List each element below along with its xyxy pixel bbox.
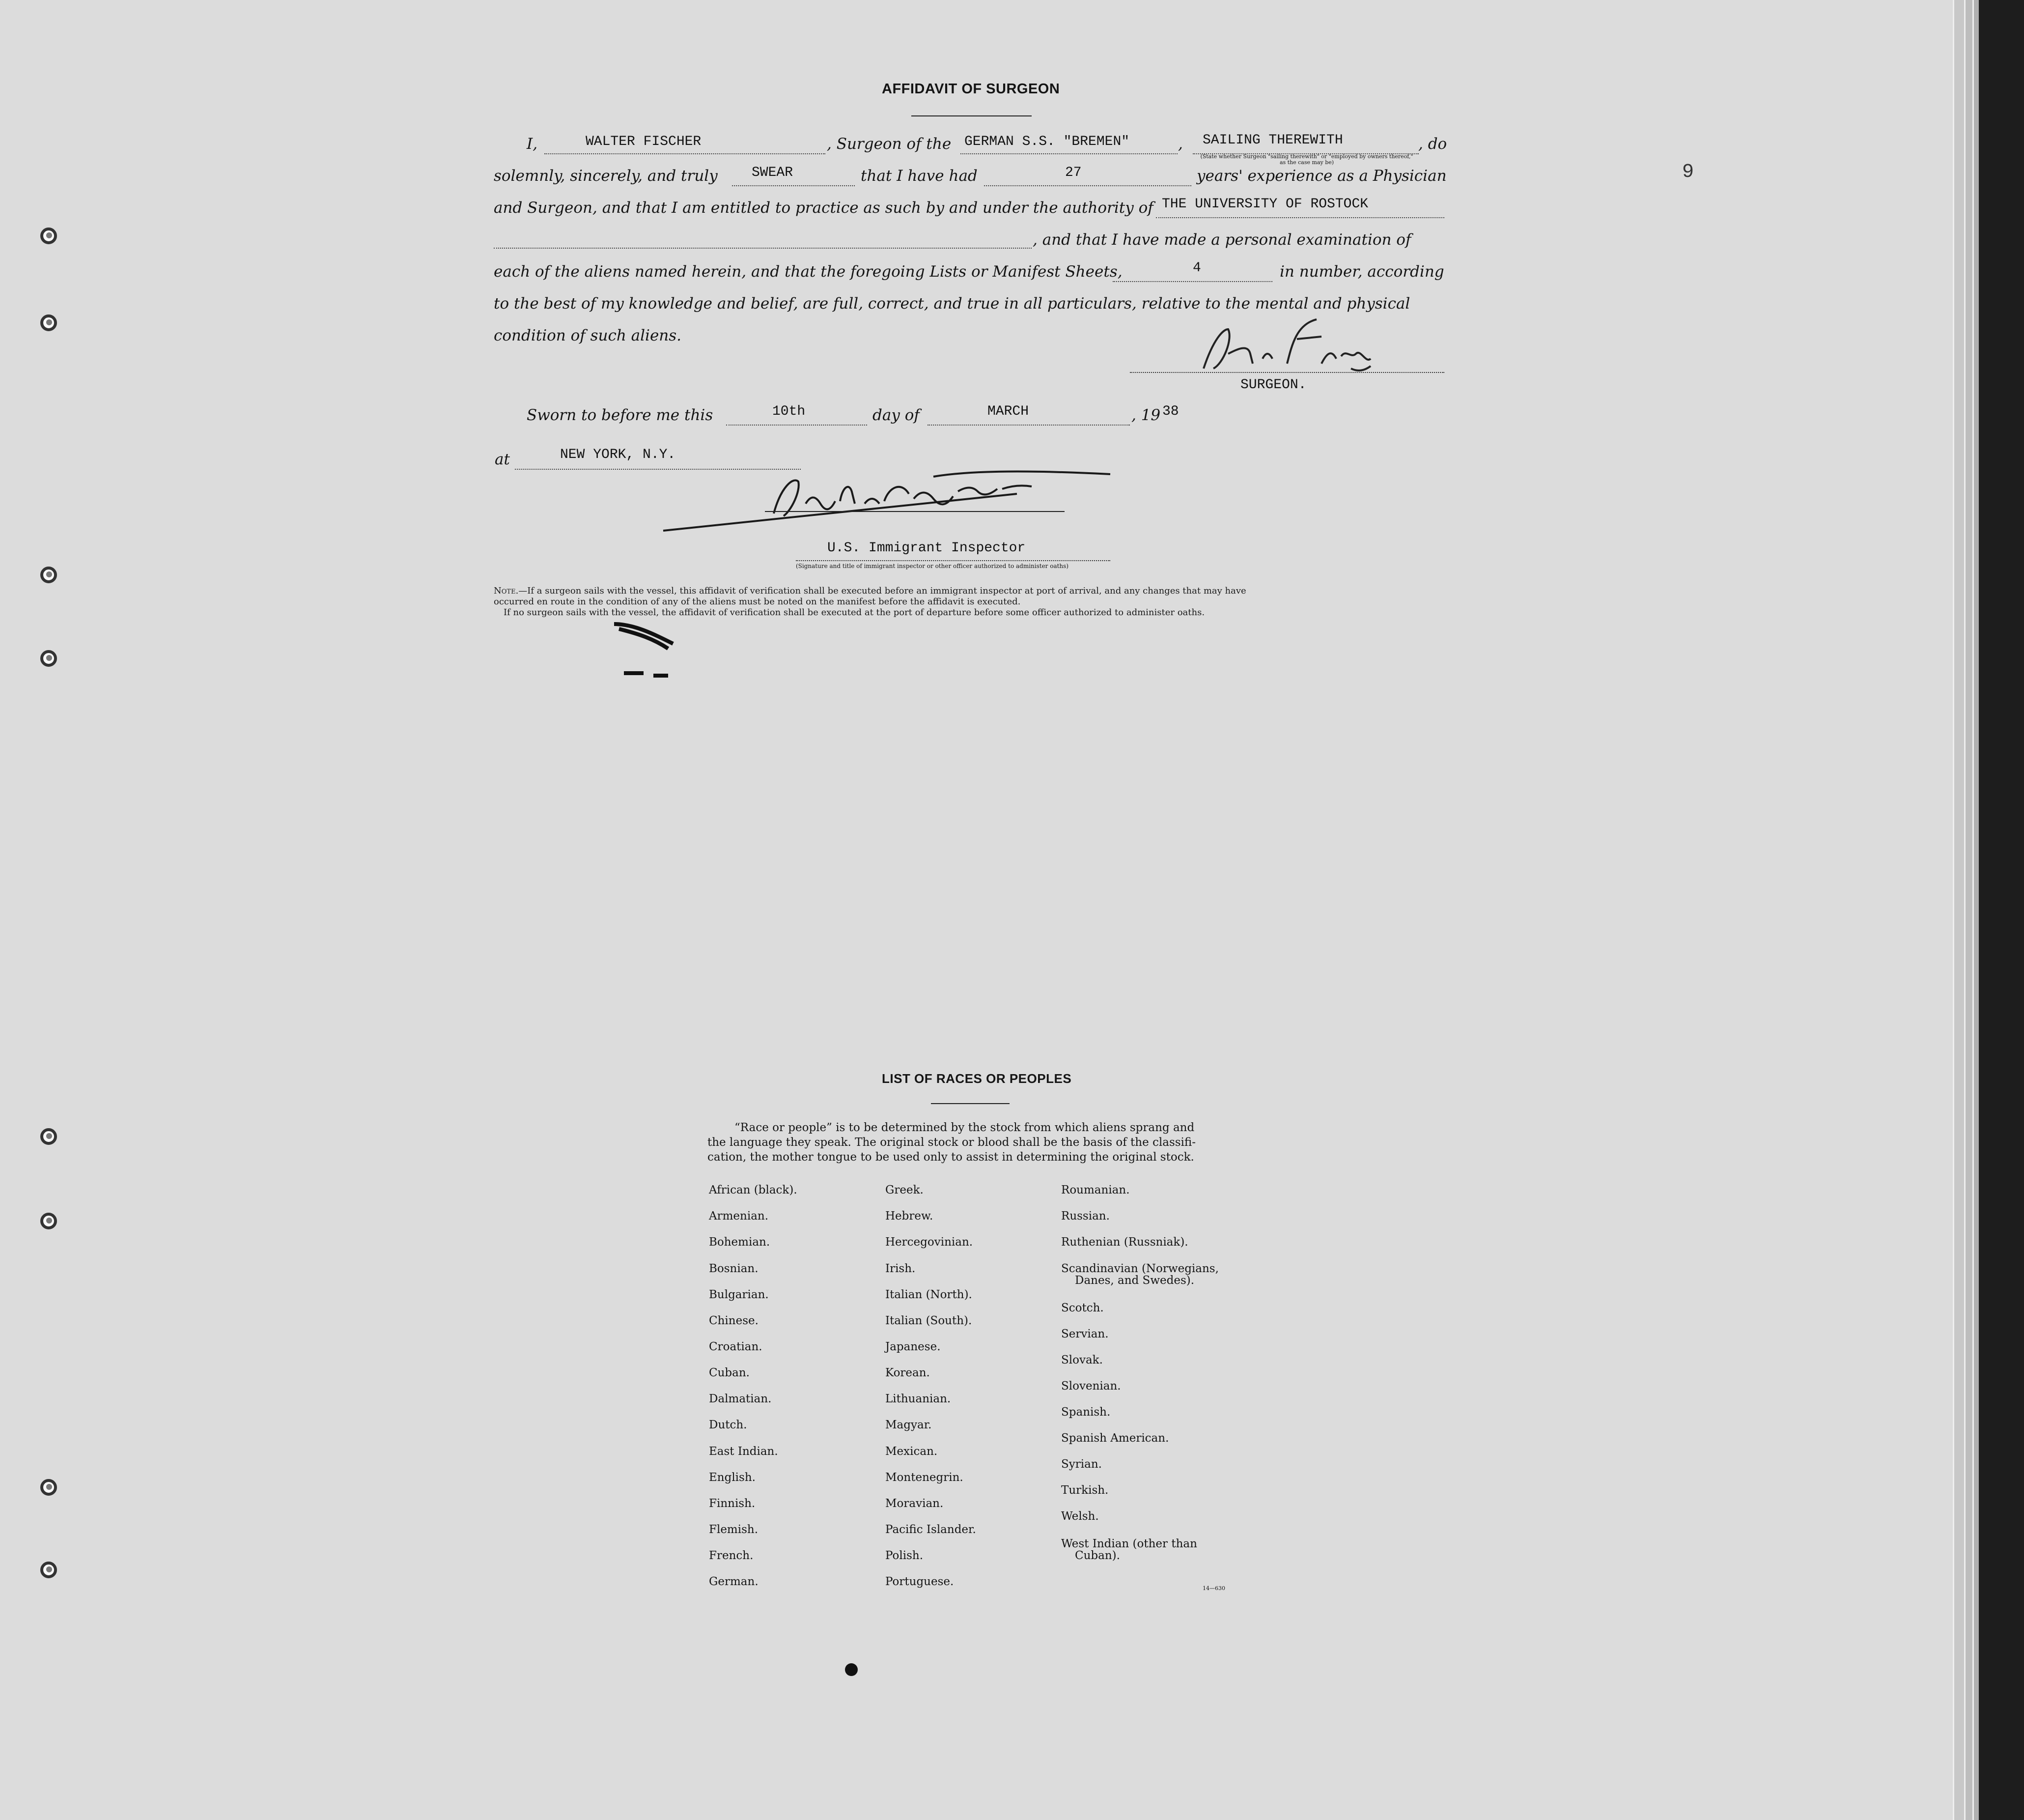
- line2-text-b: that I have had: [861, 167, 978, 185]
- title-rule: [911, 115, 1032, 116]
- binder-hole: [40, 1213, 57, 1229]
- race-item: Bohemian.: [709, 1236, 770, 1249]
- race-item: Spanish.: [1061, 1406, 1111, 1419]
- race-item: Italian (North).: [885, 1288, 972, 1301]
- ink-dot: [845, 1663, 858, 1676]
- day-value: 10th: [772, 404, 806, 419]
- month-value: MARCH: [987, 404, 1029, 419]
- race-item: Croatian.: [709, 1340, 762, 1353]
- years-field: [984, 169, 1191, 186]
- race-item: Mexican.: [885, 1445, 938, 1458]
- races-intro-line2: the language they speak. The original stock or blood shall be the basis of the classifi-: [707, 1136, 1196, 1149]
- oath-field: [732, 169, 855, 186]
- races-intro-line1: “Race or people” is to be determined by the stock from which aliens sprang and: [734, 1121, 1195, 1134]
- place-value: NEW YORK, N.Y.: [560, 447, 676, 462]
- line5-text-a: each of the aliens named herein, and that the foregoing Lists or Manifest Sheets,: [494, 263, 1123, 281]
- sheets-value: 4: [1193, 260, 1201, 276]
- inspector-signature: [658, 467, 1120, 536]
- race-item: Spanish American.: [1061, 1432, 1169, 1445]
- race-item: German.: [709, 1575, 759, 1588]
- note-line2: occurred en route in the condition of any of the aliens must be noted on the manifest before the affidavit is executed.: [494, 597, 1021, 607]
- ink-smudge: [604, 614, 683, 683]
- sworn-text-b: day of: [872, 406, 920, 424]
- affidavit-note: [494, 586, 1444, 618]
- race-item: Greek.: [885, 1184, 924, 1196]
- race-item: Slovenian.: [1061, 1380, 1121, 1393]
- line5-text-b: in number, according: [1280, 263, 1444, 281]
- binder-hole: [40, 228, 57, 244]
- years-value: 27: [1065, 165, 1082, 180]
- at-text: at: [495, 451, 510, 468]
- race-item: Welsh.: [1061, 1510, 1099, 1523]
- line7-text: condition of such aliens.: [494, 327, 682, 344]
- surgeon-of-the-text: , Surgeon of the: [827, 135, 952, 153]
- line6-text: to the best of my knowledge and belief, are full, correct, and true in all particulars, relative to the mental and physical: [494, 295, 1410, 313]
- race-item: Cuban).: [1075, 1549, 1120, 1562]
- line3-text: and Surgeon, and that I am entitled to practice as such by and under the authority of: [494, 199, 1153, 217]
- race-item: African (black).: [709, 1184, 797, 1196]
- inspector-caption: (Signature and title of immigrant inspector or other officer authorized to administer oaths): [796, 563, 1068, 569]
- race-item: Bulgarian.: [709, 1288, 769, 1301]
- oath-value: SWEAR: [752, 165, 793, 180]
- race-item: Irish.: [885, 1262, 916, 1275]
- race-item: English.: [709, 1471, 756, 1484]
- year-prefix: , 19: [1131, 406, 1161, 424]
- race-item: Chinese.: [709, 1314, 759, 1327]
- race-item: Polish.: [885, 1549, 924, 1562]
- sailing-status-note: (State whether Surgeon "sailing therewith" or "employed by owners thereof," as the case may be): [1200, 153, 1413, 166]
- surgeon-caption: SURGEON.: [1240, 377, 1307, 393]
- binder-hole: [40, 567, 57, 583]
- race-item: Dutch.: [709, 1419, 747, 1431]
- races-title: LIST OF RACES OR PEOPLES: [882, 1071, 1072, 1086]
- race-item: Armenian.: [709, 1210, 769, 1223]
- race-item: Ruthenian (Russniak).: [1061, 1236, 1188, 1249]
- page-edge: [1964, 0, 1972, 1820]
- note-label: Note.: [494, 586, 519, 596]
- race-item: Flemish.: [709, 1523, 759, 1536]
- affidavit-title: AFFIDAVIT OF SURGEON: [882, 81, 1060, 97]
- binder-hole: [40, 314, 57, 331]
- race-item: Hebrew.: [885, 1210, 933, 1223]
- race-item: Magyar.: [885, 1419, 932, 1431]
- race-item: Korean.: [885, 1366, 930, 1379]
- race-item: East Indian.: [709, 1445, 778, 1458]
- race-item: Slovak.: [1061, 1354, 1103, 1366]
- race-item: Scotch.: [1061, 1302, 1104, 1314]
- races-intro-line3: cation, the mother tongue to be used only to assist in determining the original stock.: [707, 1151, 1194, 1164]
- race-item: Hercegovinian.: [885, 1236, 973, 1249]
- race-item: Syrian.: [1061, 1458, 1102, 1471]
- note-line3: If no surgeon sails with the vessel, the affidavit of verification shall be executed at the port of departure before some officer authorized to administer oaths.: [504, 607, 1205, 618]
- race-item: Japanese.: [885, 1340, 941, 1353]
- year-value: 38: [1162, 404, 1179, 419]
- line4-text: , and that I have made a personal examination of: [1033, 231, 1411, 249]
- race-item: Bosnian.: [709, 1262, 759, 1275]
- sailing-status-value: SAILING THEREWITH: [1203, 133, 1343, 148]
- inspector-title: U.S. Immigrant Inspector: [827, 540, 1026, 556]
- race-item: West Indian (other than: [1061, 1537, 1197, 1550]
- races-title-rule: [931, 1103, 1010, 1104]
- race-item: Danes, and Swedes).: [1075, 1274, 1195, 1287]
- inspector-signature-line: [765, 511, 1065, 512]
- race-item: Cuban.: [709, 1366, 750, 1379]
- authority-value: THE UNIVERSITY OF ROSTOCK: [1162, 197, 1369, 212]
- page-number: 9: [1682, 161, 1694, 183]
- comma-text: ,: [1178, 135, 1183, 153]
- race-item: Finnish.: [709, 1497, 756, 1510]
- race-item: Moravian.: [885, 1497, 944, 1510]
- surgeon-name-value: WALTER FISCHER: [586, 134, 702, 149]
- page-edge: [1972, 0, 1979, 1820]
- race-item: French.: [709, 1549, 754, 1562]
- line2-text-a: solemnly, sincerely, and truly: [494, 167, 718, 185]
- binder-hole: [40, 650, 57, 667]
- do-text: , do: [1418, 135, 1447, 153]
- affidavit-i: I,: [527, 135, 538, 153]
- race-item: Servian.: [1061, 1328, 1109, 1340]
- race-item: Portuguese.: [885, 1575, 954, 1588]
- race-item: Russian.: [1061, 1210, 1110, 1223]
- line2-text-c: years' experience as a Physician: [1197, 167, 1447, 185]
- races-intro: [707, 1120, 1196, 1165]
- note-line1: —If a surgeon sails with the vessel, this affidavit of verification shall be executed before an immigrant inspector at port of arrival, and any changes that may have: [518, 586, 1246, 596]
- binder-hole: [40, 1479, 57, 1496]
- race-item: Italian (South).: [885, 1314, 972, 1327]
- form-number: 14—630: [1203, 1585, 1225, 1592]
- inspector-title-line: [796, 560, 1110, 561]
- surgeon-signature-line: [1130, 371, 1444, 373]
- page-edge: [1953, 0, 1964, 1820]
- race-item: Roumanian.: [1061, 1184, 1130, 1196]
- race-item: Montenegrin.: [885, 1471, 963, 1484]
- race-item: Lithuanian.: [885, 1393, 951, 1405]
- race-item: Dalmatian.: [709, 1393, 772, 1405]
- sworn-text-a: Sworn to before me this: [527, 406, 713, 424]
- race-item: Turkish.: [1061, 1484, 1109, 1497]
- race-item: Pacific Islander.: [885, 1523, 976, 1536]
- binder-hole: [40, 1562, 57, 1578]
- authority-continuation-field: [494, 231, 1032, 249]
- vessel-value: GERMAN S.S. "BREMEN": [964, 134, 1130, 149]
- race-item: Scandinavian (Norwegians,: [1061, 1262, 1219, 1275]
- binder-hole: [40, 1128, 57, 1145]
